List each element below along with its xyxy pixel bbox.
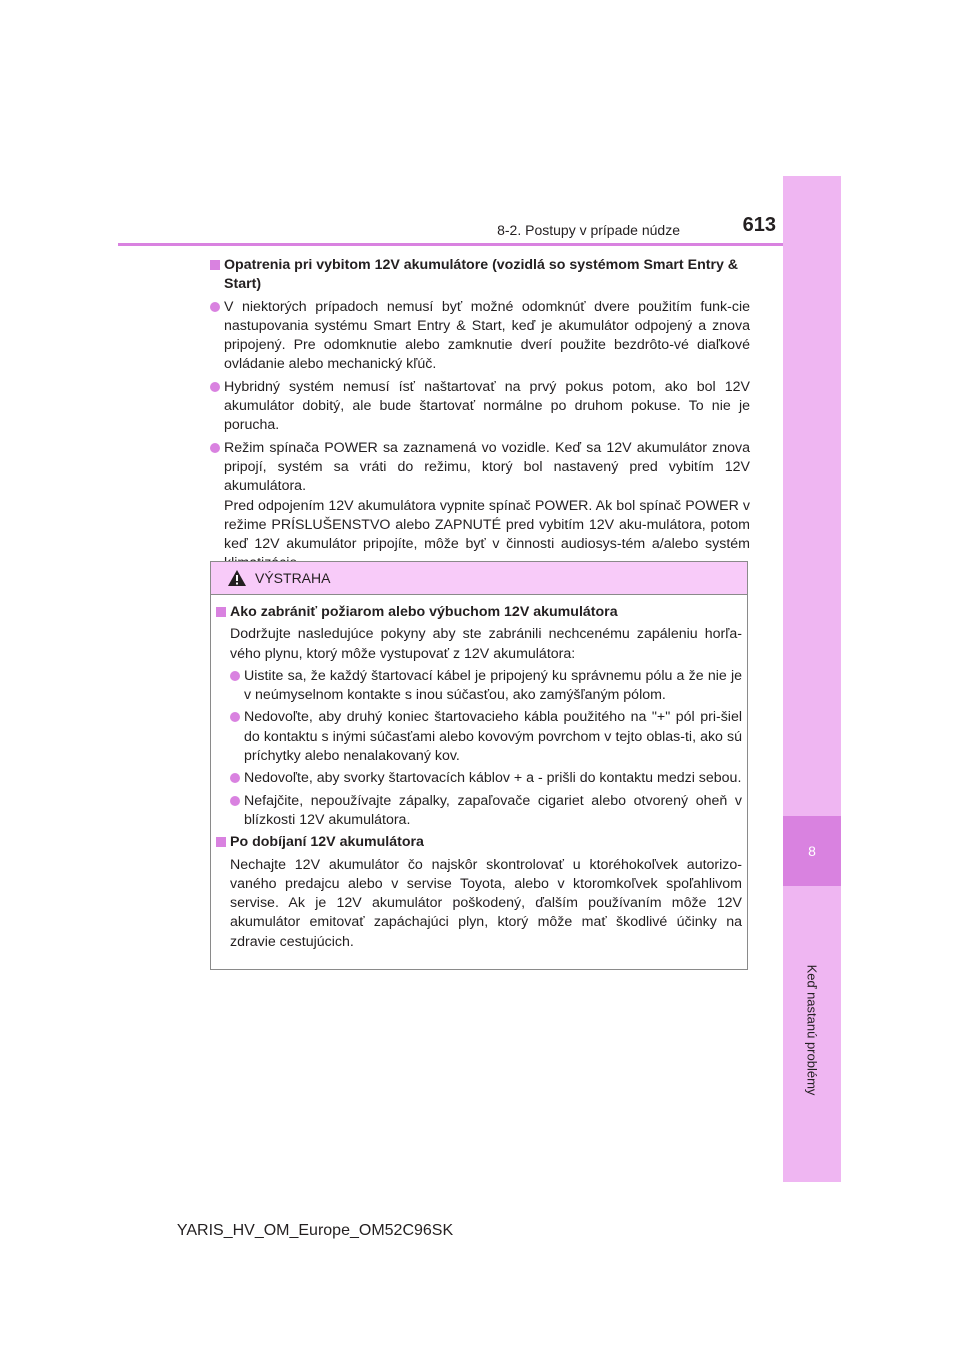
square-bullet-icon bbox=[216, 607, 226, 617]
circle-bullet-icon bbox=[210, 302, 220, 312]
chapter-number: 8 bbox=[783, 816, 841, 886]
section-heading bbox=[210, 256, 750, 295]
warning-header bbox=[211, 562, 747, 595]
warning-title: VÝSTRAHA bbox=[255, 570, 331, 586]
warning-list-item bbox=[230, 769, 742, 788]
circle-bullet-icon bbox=[230, 796, 240, 806]
circle-bullet-icon bbox=[230, 773, 240, 783]
header-divider bbox=[118, 243, 783, 246]
warning-section-heading bbox=[216, 603, 742, 622]
page-number: 613 bbox=[742, 214, 776, 236]
warning-list-item bbox=[230, 708, 742, 766]
warning-list-item-text: Uistite sa, že každý štartovací kábel je pripojený ku správnemu pólu a že nie je v neúmyselnom kontakte s inou súčasťou, ako zamýšľaným pólom. bbox=[244, 667, 742, 704]
list-item-paragraph: Režim spínača POWER sa zaznamená vo vozidle. Keď sa 12V akumulátor znova pripojí, systém sa vráti do režimu, ktorý bol nastavený pred vybitím 12V akumulátora. bbox=[224, 439, 750, 495]
warning-section-heading bbox=[216, 833, 742, 852]
warning-body bbox=[211, 595, 747, 952]
warning-intro: Dodržujte nasledujúce pokyny aby ste zabránili nechcenému zapáleniu horľa-vého plynu, ktorý môže vystupovať z 12V akumulátora: bbox=[230, 626, 742, 662]
list-item-text bbox=[224, 439, 750, 574]
list-item-paragraph: Pred odpojením 12V akumulátora vypnite spínač POWER. Ak bol spínač POWER v režime PRÍSLUŠENSTVO alebo ZAPNUTÉ pred vybitím 12V aku-mulátora, potom keď 12V akumulátor pripojíte, môže byť v činnosti audiosys-tém a/alebo systém bbox=[224, 497, 750, 553]
main-content bbox=[210, 256, 750, 577]
circle-bullet-icon bbox=[230, 712, 240, 722]
warning-paragraph: Nechajte 12V akumulátor čo najskôr skontrolovať u ktoréhokoľvek autorizo-vaného predajcu alebo v servise Toyota, alebo v ktoromkoľvek spoľahlivom servise. Ak je 12V akumulátor poškodený, ďalším používaním môže 12V akumulátor emitovať zapáchajúci plyn, ktorý môže mať škodlivé účinky na zdravie cestujúcich. bbox=[230, 856, 742, 950]
warning-list-item-text: Nedovoľte, aby svorky štartovacích káblov + a - prišli do kontaktu medzi sebou. bbox=[244, 770, 742, 787]
list-item-text: Hybridný systém nemusí ísť naštartovať na prvý pokus potom, ako bol 12V akumulátor dobitý, ale bude štartovať normálne po druhom pokuse. To nie je porucha. bbox=[224, 378, 750, 434]
circle-bullet-icon bbox=[210, 382, 220, 392]
warning-list-item-text: Nefajčite, nepoužívajte zápalky, zapaľovače cigariet alebo otvorený oheň v blízkosti 12V akumulátora. bbox=[244, 792, 742, 828]
chapter-label: Keď nastanú problémy bbox=[804, 964, 820, 1096]
square-bullet-icon bbox=[210, 260, 220, 270]
list-item bbox=[210, 439, 750, 574]
warning-section-heading-text: Po dobíjaní 12V akumulátora bbox=[230, 834, 424, 851]
warning-section-heading-text: Ako zabrániť požiarom alebo výbuchom 12V akumulátora bbox=[230, 604, 618, 620]
warning-list-item bbox=[230, 792, 742, 831]
warning-box bbox=[210, 561, 748, 970]
square-bullet-icon bbox=[216, 837, 226, 847]
warning-list-item bbox=[230, 667, 742, 706]
header-section-title: 8-2. Postupy v prípade núdze bbox=[497, 222, 680, 238]
section-heading-text: Opatrenia pri vybitom 12V akumulátore (vozidlá so systémom Smart Entry & Start) bbox=[224, 257, 739, 293]
circle-bullet-icon bbox=[210, 443, 220, 453]
circle-bullet-icon bbox=[230, 671, 240, 681]
list-item-text: V niektorých prípadoch nemusí byť možné odomknúť dvere použitím funk-cie nastupovania systému Smart Entry & Start, keď je akumulátor odpojený a znova pripojený. Pre odomknutie alebo zamknutie dverí použite bezdrôto-vé diaľkové ovládanie alebo mechanický kľúč. bbox=[224, 298, 750, 373]
warning-list-item-text: Nedovoľte, aby druhý koniec štartovacieho kábla použitého na "+" pól pri-šiel do kontaktu s inými súčasťami alebo kovovým povrchom v tejto oblas-ti, ako sú príchytky alebo nenalakovaný kov. bbox=[244, 709, 742, 765]
list-item bbox=[210, 378, 750, 436]
footer-document-code: YARIS_HV_OM_Europe_OM52C96SK bbox=[176, 1222, 454, 1239]
list-item bbox=[210, 298, 750, 375]
warning-triangle-icon bbox=[227, 569, 247, 587]
